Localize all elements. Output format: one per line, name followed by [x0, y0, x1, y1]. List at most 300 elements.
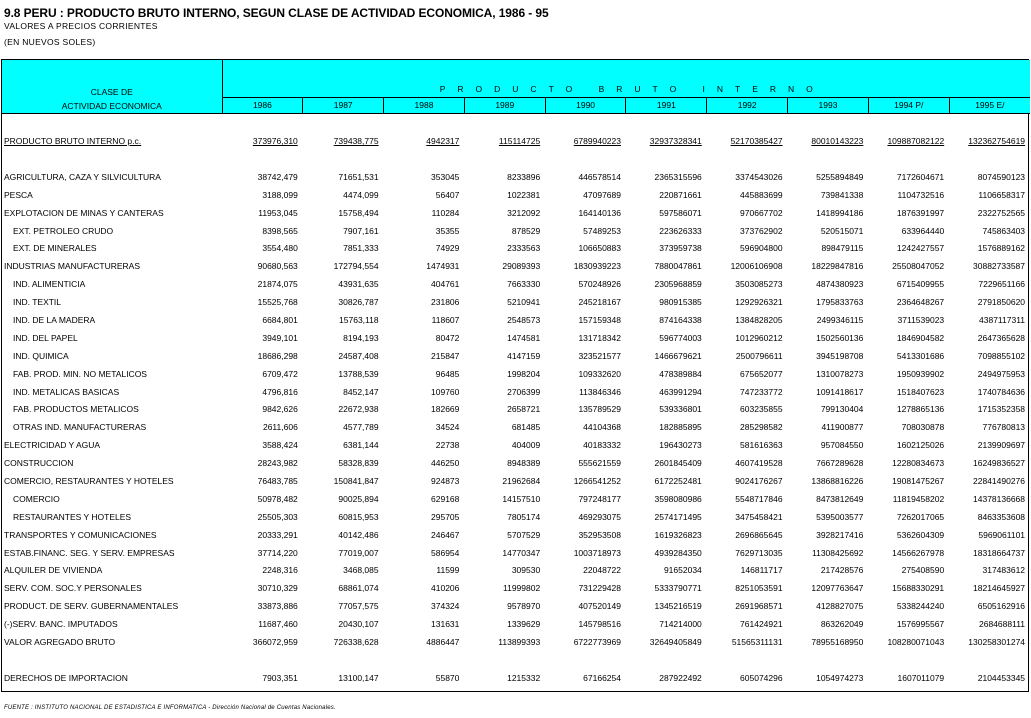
cell-value: 309530	[511, 565, 541, 576]
table-row	[2, 526, 1030, 544]
row-label: AGRICULTURA, CAZA Y SILVICULTURA	[4, 171, 161, 182]
table-row	[2, 472, 1030, 490]
row-label: CONSTRUCCION	[4, 458, 74, 469]
cell-value: 373959738	[659, 243, 702, 254]
cell-value: 898479115	[821, 243, 864, 254]
cell-value: 146811717	[740, 565, 783, 576]
cell-value: 25508047052	[892, 261, 945, 272]
cell-value: 7880047861	[654, 261, 702, 272]
cell-value: 287922492	[659, 672, 702, 683]
cell-value: 5395003577	[816, 511, 864, 522]
row-label: PRODUCTO BRUTO INTERNO p.c.	[4, 135, 142, 146]
row-label: IND. DEL PAPEL	[13, 332, 78, 343]
row-label: COMERCIO, RESTAURANTES Y HOTELES	[4, 475, 174, 486]
cell-value: 8452,147	[343, 386, 379, 397]
row-label: OTRAS IND. MANUFACTURERAS	[13, 422, 147, 433]
year-header: 1988	[384, 97, 465, 113]
cell-value: 2322752565	[977, 207, 1026, 218]
cell-value: 130258301274	[968, 636, 1026, 647]
cell-value: 980915385	[659, 297, 702, 308]
cell-value: 32937328341	[649, 135, 702, 146]
cell-value: 2500796611	[735, 350, 783, 361]
cell-value: 58328,839	[338, 458, 379, 469]
label-column-header	[2, 60, 222, 113]
cell-value: 5333790771	[654, 583, 702, 594]
cell-value: 6789940223	[573, 135, 621, 146]
row-label: EXT. DE MINERALES	[13, 243, 97, 254]
cell-value: 1091418617	[816, 386, 864, 397]
year-header: 1989	[464, 97, 545, 113]
cell-value: 11308425692	[812, 547, 864, 558]
cell-value: 555621559	[578, 458, 621, 469]
cell-value: 874164338	[659, 314, 702, 325]
row-label: IND. METALICAS BASICAS	[13, 386, 120, 397]
table-row	[2, 400, 1030, 418]
cell-value: 799130404	[820, 404, 864, 415]
cell-value: 404761	[431, 279, 460, 290]
cell-value: 12097763647	[811, 583, 864, 594]
table-row	[2, 168, 1030, 186]
cell-value: 605074296	[740, 672, 783, 683]
cell-value: 4886447	[426, 636, 460, 647]
cell-value: 352953508	[578, 529, 621, 540]
cell-value: 4939284350	[654, 547, 702, 558]
row-label: ALQUILER DE VIVIENDA	[4, 565, 103, 576]
cell-value: 25505,303	[257, 511, 298, 522]
cell-value: 407520149	[578, 601, 621, 612]
cell-value: 1242427557	[896, 243, 945, 254]
cell-value: 56407	[435, 189, 460, 200]
row-label: IND. QUIMICA	[13, 350, 69, 361]
cell-value: 6684,801	[262, 314, 298, 325]
cell-value: 132362754619	[968, 135, 1026, 146]
cell-value: 4607419528	[735, 458, 783, 469]
cell-value: 20333,291	[257, 529, 298, 540]
cell-value: 4796,816	[262, 386, 298, 397]
cell-value: 520515071	[820, 225, 864, 236]
year-header: 1987	[303, 97, 384, 113]
cell-value: 18229847816	[811, 261, 864, 272]
cell-value: 7172604671	[896, 171, 945, 182]
page-title: 9.8 PERU : PRODUCTO BRUTO INTERNO, SEGUN CLASE DE ACTIVIDAD ECONOMICA, 1986 - 95	[4, 6, 549, 20]
cell-value: 30710,329	[257, 583, 298, 594]
cell-value: 3554,480	[262, 243, 298, 254]
cell-value: 6505162916	[977, 601, 1026, 612]
cell-value: 1576889162	[977, 243, 1026, 254]
cell-value: 7262017065	[896, 511, 945, 522]
cell-value: 118607	[431, 314, 460, 325]
cell-value: 215847	[431, 350, 460, 361]
table-row	[2, 329, 1030, 347]
cell-value: 633964440	[901, 225, 945, 236]
cell-value: 761424921	[740, 619, 783, 630]
cell-value: 6715409955	[896, 279, 945, 290]
cell-value: 106650883	[578, 243, 621, 254]
cell-value: 1384828205	[735, 314, 783, 325]
cell-value: 6722773969	[573, 636, 621, 647]
cell-value: 3374543026	[735, 171, 783, 182]
row-label: PESCA	[4, 189, 33, 200]
cell-value: 1106658317	[978, 189, 1026, 200]
cell-value: 32649405849	[649, 636, 702, 647]
cell-value: 1715352358	[977, 404, 1026, 415]
cell-value: 38742,479	[257, 171, 298, 182]
cell-value: 30826,787	[338, 297, 379, 308]
table-row	[2, 633, 1030, 651]
cell-value: 18318664737	[973, 547, 1026, 558]
cell-value: 67166254	[583, 672, 621, 683]
cell-value: 2365315596	[654, 171, 702, 182]
cell-value: 1846904582	[896, 332, 945, 343]
row-label: TRANSPORTES Y COMUNICACIONES	[4, 529, 157, 540]
imports-row	[2, 669, 1030, 687]
cell-value: 2601845409	[654, 458, 702, 469]
cell-value: 1518407623	[896, 386, 945, 397]
cell-value: 597586071	[659, 207, 702, 218]
year-header: 1986	[222, 97, 303, 113]
row-label: FAB. PROD. MIN. NO METALICOS	[13, 368, 147, 379]
cell-value: 3711539023	[897, 314, 945, 325]
cell-value: 29089393	[502, 261, 541, 272]
cell-value: 373976,310	[252, 135, 298, 146]
cell-value: 13868816226	[811, 475, 864, 486]
cell-value: 478389884	[659, 368, 702, 379]
cell-value: 1418994186	[816, 207, 864, 218]
cell-value: 196430273	[659, 440, 702, 451]
cell-value: 74929	[435, 243, 460, 254]
row-label: (-)SERV. BANC. IMPUTADOS	[4, 619, 118, 630]
cell-value: 1474931	[426, 261, 460, 272]
cell-value: 731229428	[578, 583, 621, 594]
cell-value: 13788,539	[338, 368, 379, 379]
title-block	[4, 6, 549, 48]
cell-value: 5210941	[507, 297, 541, 308]
cell-value: 108280071043	[887, 636, 945, 647]
cell-value: 12280834673	[892, 458, 945, 469]
cell-value: 157159348	[578, 314, 621, 325]
label-header-line-1: CLASE DE	[90, 86, 133, 97]
cell-value: 5548717846	[735, 493, 783, 504]
cell-value: 77019,007	[338, 547, 379, 558]
cell-value: 21962684	[502, 475, 541, 486]
table-row	[2, 418, 1030, 436]
cell-value: 60815,953	[338, 511, 379, 522]
cell-value: 51565311131	[731, 636, 783, 647]
cell-value: 8233896	[507, 171, 541, 182]
cell-value: 5413301686	[896, 350, 945, 361]
cell-value: 463991294	[659, 386, 702, 397]
cell-value: 9578970	[507, 601, 541, 612]
cell-value: 40183332	[583, 440, 621, 451]
cell-value: 245218167	[578, 297, 621, 308]
cell-value: 8074590123	[977, 171, 1026, 182]
cell-value: 223626333	[659, 225, 702, 236]
cell-value: 4874380923	[816, 279, 864, 290]
cell-value: 78955168950	[811, 636, 864, 647]
cell-value: 7629713035	[735, 547, 783, 558]
cell-value: 217428576	[820, 565, 864, 576]
cell-value: 150841,847	[333, 475, 379, 486]
cell-value: 4474,099	[343, 189, 379, 200]
cell-value: 22841490276	[973, 475, 1026, 486]
cell-value: 80472	[435, 332, 460, 343]
cell-value: 30882733587	[973, 261, 1026, 272]
cell-value: 40142,486	[338, 529, 379, 540]
cell-value: 68861,074	[338, 583, 379, 594]
cell-value: 5338244240	[896, 601, 945, 612]
cell-value: 76483,785	[257, 475, 298, 486]
row-label: PRODUCT. DE SERV. GUBERNAMENTALES	[4, 601, 179, 612]
cell-value: 1345216519	[654, 601, 702, 612]
cell-value: 2611,606	[262, 422, 298, 433]
cell-value: 2647365628	[977, 332, 1026, 343]
cell-value: 446578514	[578, 171, 621, 182]
cell-value: 2696865645	[735, 529, 783, 540]
cell-value: 1215332	[507, 672, 541, 683]
table-row	[2, 544, 1030, 562]
cell-value: 220871661	[659, 189, 702, 200]
cell-value: 8463353608	[977, 511, 1026, 522]
cell-value: 374324	[431, 601, 460, 612]
cell-value: 9842,626	[262, 404, 298, 415]
cell-value: 13100,147	[338, 672, 379, 683]
gdp-table	[2, 60, 1030, 687]
cell-value: 57489253	[583, 225, 621, 236]
cell-value: 2706399	[507, 386, 541, 397]
cell-value: 1795833763	[816, 297, 864, 308]
cell-value: 681485	[511, 422, 541, 433]
cell-value: 1576995567	[896, 619, 945, 630]
cell-value: 5707529	[507, 529, 541, 540]
cell-value: 4387117311	[979, 314, 1026, 325]
cell-value: 7667289628	[816, 458, 864, 469]
cell-value: 2658721	[507, 404, 541, 415]
cell-value: 3212092	[507, 207, 541, 218]
cell-value: 8473812649	[816, 493, 864, 504]
cell-value: 35355	[435, 225, 460, 236]
cell-value: 34524	[435, 422, 460, 433]
cell-value: 3949,101	[262, 332, 298, 343]
cell-value: 1054974273	[816, 672, 864, 683]
cell-value: 145798516	[578, 619, 621, 630]
cell-value: 1602125026	[896, 440, 945, 451]
cell-value: 131631	[431, 619, 460, 630]
cell-value: 182885895	[659, 422, 702, 433]
cell-value: 182669	[431, 404, 460, 415]
cell-value: 7907,161	[343, 225, 379, 236]
row-label: DERECHOS DE IMPORTACION	[4, 672, 128, 683]
cell-value: 22672,938	[338, 404, 379, 415]
cell-value: 3945198708	[816, 350, 864, 361]
cell-value: 24587,408	[338, 350, 379, 361]
row-label: IND. TEXTIL	[13, 297, 62, 308]
cell-value: 285298582	[740, 422, 783, 433]
table-row	[2, 561, 1030, 579]
table-row	[2, 204, 1030, 222]
cell-value: 15688330291	[892, 583, 945, 594]
cell-value: 15763,118	[339, 314, 379, 325]
cell-value: 776780813	[982, 422, 1026, 433]
cell-value: 404009	[511, 440, 541, 451]
cell-value: 14770347	[502, 547, 541, 558]
table-row	[2, 347, 1030, 365]
cell-value: 1876391997	[896, 207, 945, 218]
cell-value: 2499346115	[816, 314, 864, 325]
cell-value: 22048722	[583, 565, 621, 576]
cell-value: 6381,144	[343, 440, 379, 451]
cell-value: 90680,563	[257, 261, 298, 272]
cell-value: 113846346	[579, 386, 621, 397]
row-label: RESTAURANTES Y HOTELES	[13, 511, 132, 522]
cell-value: 131718342	[578, 332, 621, 343]
cell-value: 2691968571	[735, 601, 783, 612]
cell-value: 1474581	[507, 332, 541, 343]
cell-value: 5255894849	[816, 171, 864, 182]
cell-value: 11999802	[503, 583, 541, 594]
cell-value: 1998204	[507, 368, 541, 379]
row-label: FAB. PRODUCTOS METALICOS	[13, 404, 139, 415]
cell-value: 1266541252	[573, 475, 621, 486]
cell-value: 3188,099	[262, 189, 298, 200]
cell-value: 2791850620	[977, 297, 1026, 308]
table-header	[2, 60, 1030, 113]
row-label: ELECTRICIDAD Y AGUA	[4, 440, 101, 451]
cell-value: 11599	[436, 565, 460, 576]
cell-value: 596904800	[740, 243, 783, 254]
cell-value: 596774003	[659, 332, 702, 343]
cell-value: 1012960212	[735, 332, 783, 343]
source-footer: FUENTE : INSTITUTO NACIONAL DE ESTADISTICA E INFORMATICA - Dirección Nacional de Cuentas Nacionales.	[4, 705, 336, 711]
cell-value: 539336801	[659, 404, 702, 415]
cell-value: 3928217416	[816, 529, 864, 540]
table-body	[2, 113, 1030, 687]
cell-value: 1292926321	[735, 297, 783, 308]
cell-value: 1278865136	[896, 404, 945, 415]
table-row	[2, 239, 1030, 257]
cell-value: 109887082122	[887, 135, 945, 146]
row-label: INDUSTRIAS MANUFACTURERAS	[4, 261, 141, 272]
year-header: 1992	[707, 97, 788, 113]
cell-value: 317483612	[982, 565, 1026, 576]
units-note: (EN NUEVOS SOLES)	[4, 37, 96, 47]
cell-value: 113899393	[498, 636, 541, 647]
cell-value: 71651,531	[338, 171, 379, 182]
cell-value: 3468,085	[343, 565, 379, 576]
cell-value: 16249836527	[973, 458, 1026, 469]
cell-value: 115114725	[498, 135, 541, 146]
cell-value: 878529	[511, 225, 541, 236]
cell-value: 445883699	[740, 189, 783, 200]
cell-value: 5362604309	[896, 529, 945, 540]
cell-value: 863262049	[820, 619, 864, 630]
cell-value: 8948389	[507, 458, 541, 469]
cell-value: 15525,768	[257, 297, 298, 308]
table-row	[2, 490, 1030, 508]
cell-value: 295705	[431, 511, 460, 522]
cell-value: 6709,472	[262, 368, 298, 379]
cell-value: 924873	[431, 475, 460, 486]
total-row	[2, 132, 1030, 150]
cell-value: 586954	[431, 547, 460, 558]
cell-value: 629168	[431, 493, 460, 504]
cell-value: 2104453345	[977, 672, 1026, 683]
year-header: 1990	[545, 97, 626, 113]
cell-value: 135789529	[578, 404, 621, 415]
cell-value: 8398,565	[262, 225, 298, 236]
row-label: IND. ALIMENTICIA	[13, 279, 86, 290]
cell-value: 353045	[431, 171, 460, 182]
page-subtitle: VALORES A PRECIOS CORRIENTES	[4, 21, 158, 31]
cell-value: 3598080986	[654, 493, 702, 504]
cell-value: 7663330	[507, 279, 541, 290]
table-row	[2, 508, 1030, 526]
cell-value: 3503085273	[735, 279, 783, 290]
cell-value: 8251053591	[735, 583, 783, 594]
table-row	[2, 222, 1030, 240]
cell-value: 747233772	[740, 386, 783, 397]
table-row	[2, 293, 1030, 311]
cell-value: 14566267978	[892, 547, 945, 558]
cell-value: 411900877	[821, 422, 864, 433]
table-row	[2, 454, 1030, 472]
cell-value: 246467	[431, 529, 460, 540]
cell-value: 164140136	[578, 207, 621, 218]
cell-value: 4128827075	[816, 601, 864, 612]
table-row	[2, 365, 1030, 383]
cell-value: 1830939223	[573, 261, 621, 272]
cell-value: 21874,075	[257, 279, 298, 290]
cell-value: 275408590	[901, 565, 945, 576]
cell-value: 446250	[431, 458, 460, 469]
cell-value: 1619326823	[654, 529, 702, 540]
cell-value: 9024176267	[735, 475, 783, 486]
table-row	[2, 275, 1030, 293]
cell-value: 1104732516	[897, 189, 945, 200]
cell-value: 52170385427	[730, 135, 783, 146]
cell-value: 11819458202	[892, 493, 945, 504]
year-header: 1995 E/	[949, 97, 1030, 113]
cell-value: 2139909697	[977, 440, 1026, 451]
table-row	[2, 383, 1030, 401]
cell-value: 323521577	[578, 350, 621, 361]
cell-value: 581616363	[740, 440, 783, 451]
cell-value: 7098855102	[977, 350, 1026, 361]
cell-value: 1310078273	[816, 368, 864, 379]
cell-value: 2333563	[507, 243, 541, 254]
row-label: VALOR AGREGADO BRUTO	[4, 636, 116, 647]
row-label: IND. DE LA MADERA	[13, 314, 96, 325]
table-row	[2, 615, 1030, 633]
table-row	[2, 436, 1030, 454]
cell-value: 957084550	[820, 440, 864, 451]
cell-value: 726338,628	[333, 636, 379, 647]
cell-value: 714214000	[659, 619, 702, 630]
table-row	[2, 311, 1030, 329]
cell-value: 5969061101	[978, 529, 1026, 540]
cell-value: 37714,220	[257, 547, 298, 558]
cell-value: 96485	[435, 368, 460, 379]
cell-value: 8194,193	[343, 332, 379, 343]
cell-value: 3588,424	[262, 440, 298, 451]
cell-value: 2548573	[507, 314, 541, 325]
cell-value: 469293075	[578, 511, 621, 522]
cell-value: 80010143223	[811, 135, 864, 146]
cell-value: 50978,482	[257, 493, 298, 504]
cell-value: 739438,775	[333, 135, 379, 146]
cell-value: 2364648267	[896, 297, 945, 308]
cell-value: 675652077	[740, 368, 783, 379]
cell-value: 109760	[431, 386, 460, 397]
